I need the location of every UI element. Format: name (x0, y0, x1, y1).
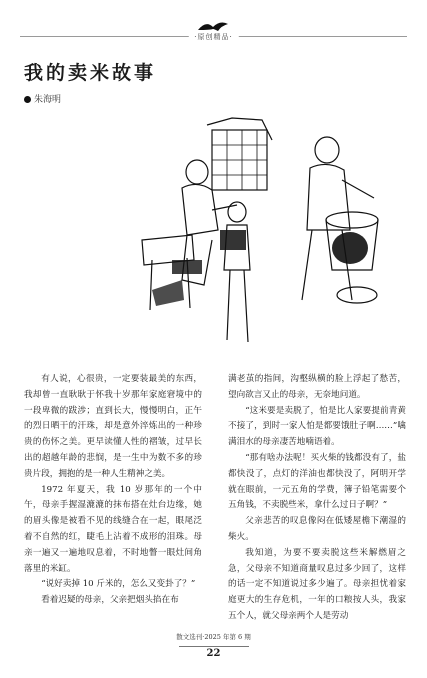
paragraph: 看着迟疑的母亲，父亲把烟头掐在布 (41, 595, 179, 606)
paragraph-continued: 满老茧的指间，沟壑纵横的脸上浮起了愁苦，望向欲言又止的母亲，无奈地问道。 (228, 374, 406, 400)
author-line (24, 92, 61, 105)
paragraph: “说好卖掉 10 斤米的，怎么又变卦了？” (41, 579, 196, 590)
author-name: 朱海明 (34, 95, 62, 105)
paragraph: “那有啥办法呢！买火柴的钱都没有了，盐都快没了，点灯的洋油也都快没了，阿明开学就在眼前，一元五角的学费，簿子铅笔需要个五角钱，不卖脱些米，拿什么过日子啊？” (228, 452, 406, 511)
paragraph: “这米要是卖脱了，怕是比人家要提前青黄不接了，到时一家人怕是都要饿肚子啊……”噙满泪水的母亲凄苦地喃语着。 (228, 405, 406, 448)
left-column (24, 372, 202, 609)
article-title: 我的卖米故事 (24, 62, 157, 84)
page-number: 22 (179, 646, 249, 659)
page-footer (0, 632, 427, 660)
journal-info: 散文选刊·2025 年第 6 期 (176, 633, 251, 641)
paragraph: 父亲悲苦的叹息像闷在低矮屋檐下潮湿的柴火。 (228, 516, 406, 542)
header-rule (20, 33, 407, 41)
illustration (112, 110, 402, 380)
paragraph: 我知道，为要不要卖脱这些米解燃眉之急，父母亲不知道商量叹息过多少回了，这样的话一定不知道说过多少遍了。母亲担忧着家庭更大的生存危机，一年的口粮按人头，我家五个人，就父母亲两个人是劳动 (228, 547, 406, 621)
paragraph: 1972 年夏天，我 10 岁那年的一个中午，母亲手握湿漉漉的抹布搭在灶台边缘，她的眉头像是被看不见的线缝合在一起，眼尾泛着不自然的红，睫毛上沾着不成形的泪珠。母亲一遍又一遍地叹息着，不时地瞥一眼灶间角落里的米缸。 (24, 484, 202, 574)
section-tag: ·原创精品· (188, 32, 238, 42)
right-column (228, 372, 406, 625)
paragraph: 有人说，心很贵，一定要装最美的东西，我却曾一直耿耿于怀我十岁那年家庭窘境中的一段卑微的跋涉；直到长大，慢慢明白，正午的烈日晒干的汗珠，却是意外淬炼出的一种珍贵的伤怀之美。更早读懂人性的褶皱，过早长出的超越年龄的悲悯，是一生中为数不多的珍贵片段，拥抱的是一种人生精神之美。 (24, 374, 202, 479)
bullet-icon (24, 96, 31, 103)
